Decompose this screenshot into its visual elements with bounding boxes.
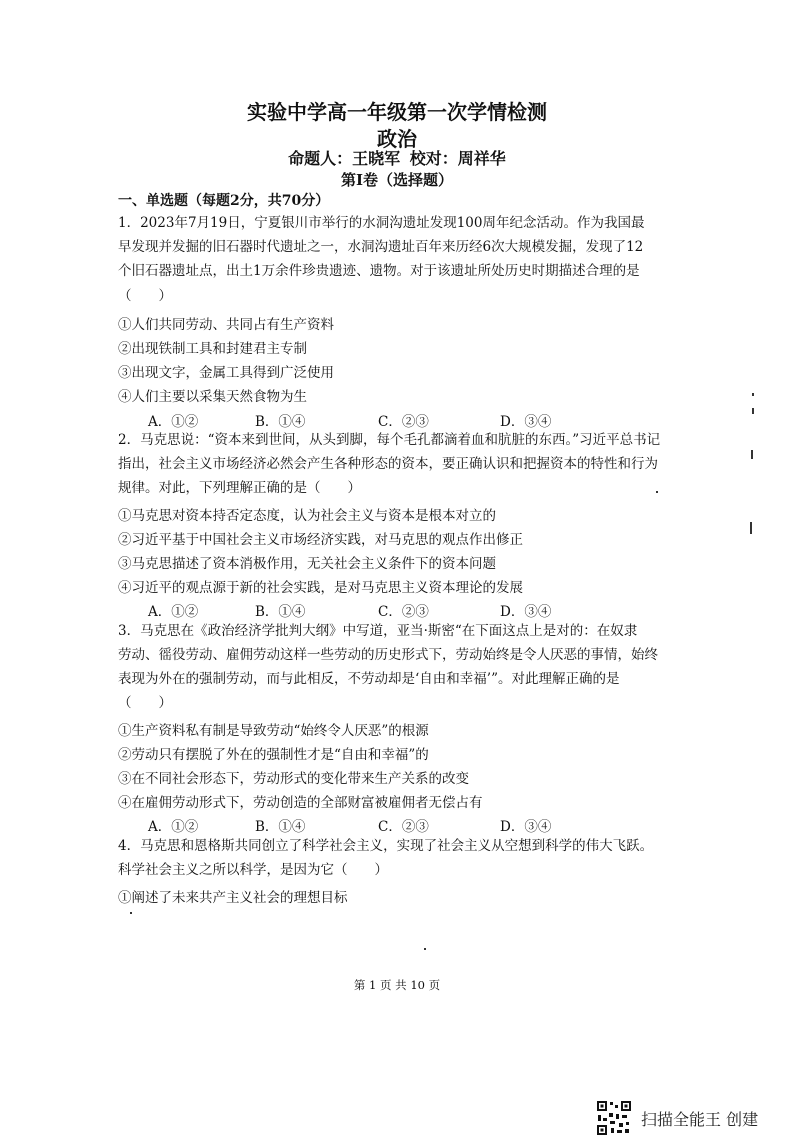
question-3-line-2: 劳动、徭役劳动、雇佣劳动这样一些劳动的历史形式下，劳动始终是令人厌恶的事情，始终 xyxy=(118,647,658,663)
question-2-statement-4: ④习近平的观点源于新的社会实践，是对马克思主义资本理论的发展 xyxy=(118,580,523,596)
scan-speck xyxy=(750,522,752,534)
scan-speck xyxy=(752,393,754,396)
question-1-statement-4: ④人们主要以采集天然食物为生 xyxy=(118,389,307,405)
question-3-line-4: （ ） xyxy=(118,695,172,711)
section-label: 一、单选题（每题2分，共70分） xyxy=(118,193,330,209)
question-3-statement-1: ①生产资料私有制是导致劳动“始终令人厌恶”的根源 xyxy=(118,723,429,739)
scan-speck xyxy=(130,912,132,914)
question-2-statement-1: ①马克思对资本持否定态度，认为社会主义与资本是根本对立的 xyxy=(118,508,496,524)
scan-speck xyxy=(751,450,753,459)
qr-code-icon xyxy=(596,1100,632,1136)
question-3-line-1: 3．马克思在《政治经济学批判大纲》中写道，亚当·斯密“在下面这点上是对的：在奴隶 xyxy=(118,623,638,639)
question-1-statement-3: ③出现文字，金属工具得到广泛使用 xyxy=(118,365,334,381)
question-4-statement-1: ①阐述了未来共产主义社会的理想目标 xyxy=(118,890,348,906)
question-3-choice-b[interactable]: B．①④ xyxy=(255,819,306,835)
question-3-choice-d[interactable]: D．③④ xyxy=(500,819,552,835)
exam-subject: 政治 xyxy=(377,127,417,151)
question-1-choice-a[interactable]: A．①② xyxy=(148,414,199,430)
exam-authors: 命题人：王晓军 校对：周祥华 xyxy=(288,149,506,168)
question-1-line-4: （ ） xyxy=(118,288,172,304)
question-1-choice-d[interactable]: D．③④ xyxy=(500,414,552,430)
question-3-line-3: 表现为外在的强制劳动，而与此相反，不劳动却是‘自由和幸福’”。对此理解正确的是 xyxy=(118,671,620,687)
question-4-line-2: 科学社会主义之所以科学，是因为它（ ） xyxy=(118,862,388,878)
scan-speck xyxy=(656,491,658,493)
question-2-line-2: 指出，社会主义市场经济必然会产生各种形态的资本，要正确认识和把握资本的特性和行为 xyxy=(118,456,658,472)
watermark-text: 扫描全能王 创建 xyxy=(641,1110,759,1129)
question-3-statement-4: ④在雇佣劳动形式下，劳动创造的全部财富被雇佣者无偿占有 xyxy=(118,795,483,811)
question-1-line-3: 个旧石器遗址点，出土1万余件珍贵遗迹、遗物。对于该遗址所处历史时期描述合理的是 xyxy=(118,263,640,279)
question-3-choice-a[interactable]: A．①② xyxy=(148,819,199,835)
question-2-line-1: 2．马克思说：“资本来到世间，从头到脚，每个毛孔都滴着血和肮脏的东西。”习近平总书记 xyxy=(118,432,661,448)
question-1-statement-2: ②出现铁制工具和封建君主专制 xyxy=(118,341,307,357)
question-2-statement-2: ②习近平基于中国社会主义市场经济实践，对马克思的观点作出修正 xyxy=(118,532,523,548)
question-1-choice-c[interactable]: C．②③ xyxy=(378,414,429,430)
question-3-statement-2: ②劳动只有摆脱了外在的强制性才是“自由和幸福”的 xyxy=(118,747,429,763)
scan-speck xyxy=(424,948,426,950)
question-4-line-1: 4．马克思和恩格斯共同创立了科学社会主义，实现了社会主义从空想到科学的伟大飞跃。 xyxy=(118,838,654,854)
scan-speck xyxy=(752,408,754,414)
exam-part-title: 第Ⅰ卷（选择题） xyxy=(340,171,454,189)
page-number: 第 1 页 共 10 页 xyxy=(353,978,441,992)
question-1-choice-b[interactable]: B．①④ xyxy=(255,414,306,430)
question-2-choice-d[interactable]: D．③④ xyxy=(500,604,552,620)
question-2-choice-b[interactable]: B．①④ xyxy=(255,604,306,620)
question-2-choice-c[interactable]: C．②③ xyxy=(378,604,429,620)
question-2-line-3: 规律。对此，下列理解正确的是（ ） xyxy=(118,480,361,496)
question-3-statement-3: ③在不同社会形态下，劳动形式的变化带来生产关系的改变 xyxy=(118,771,469,787)
question-1-statement-1: ①人们共同劳动、共同占有生产资料 xyxy=(118,317,334,333)
question-2-statement-3: ③马克思描述了资本消极作用，无关社会主义条件下的资本问题 xyxy=(118,556,496,572)
question-3-choice-c[interactable]: C．②③ xyxy=(378,819,429,835)
question-1-line-1: 1．2023年7月19日，宁夏银川市举行的水洞沟遗址发现100周年纪念活动。作为我国最 xyxy=(118,215,645,231)
question-1-line-2: 早发现并发掘的旧石器时代遗址之一，水洞沟遗址百年来历经6次大规模发掘，发现了12 xyxy=(118,239,644,255)
question-2-choice-a[interactable]: A．①② xyxy=(148,604,199,620)
exam-title: 实验中学高一年级第一次学情检测 xyxy=(247,100,547,124)
